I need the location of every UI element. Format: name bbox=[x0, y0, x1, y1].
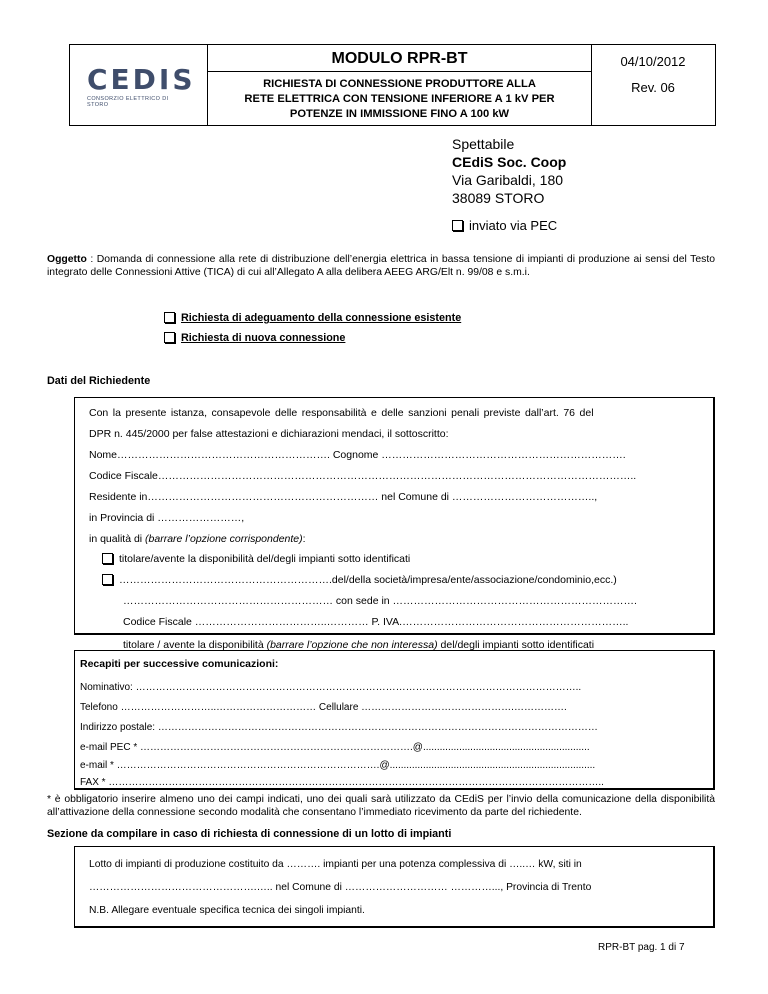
option-adeguamento[interactable] bbox=[164, 312, 461, 324]
company-checkbox[interactable] bbox=[102, 574, 113, 585]
nominativo-field[interactable]: Nominativo: …………………………………………………………………………………………………………………….. bbox=[80, 682, 582, 693]
company-label: …………………………………………………….del/della società/impresa/ente/associazione/condominio,ecc.) bbox=[119, 574, 617, 586]
subject-label: Oggetto bbox=[47, 254, 87, 265]
role-label bbox=[89, 533, 306, 545]
subject-text: : Domanda di connessione alla rete di distribuzione dell’energia elettrica in bassa tensione di impianti di produzione ai sensi del Testo integrato delle Connessioni Attive (TICA) di cui all’Allegato A alla delibera AEEG ARG/Elt n. 99/08 e s.m.i. bbox=[47, 254, 715, 278]
phone-field[interactable]: Telefono ………………………..………………………… Cellulare ……………………………………….……………. bbox=[80, 702, 567, 713]
postal-address-field[interactable]: Indirizzo postale: …………………………………………………………………………………………………………………… bbox=[80, 722, 598, 733]
subtitle-line: RICHIESTA DI CONNESSIONE PRODUTTORE ALLA bbox=[263, 78, 536, 90]
nuova-label: Richiesta di nuova connessione bbox=[181, 332, 346, 344]
holder-suffix: del/degli impianti sotto identificati bbox=[437, 639, 595, 651]
nuova-checkbox[interactable] bbox=[164, 332, 175, 343]
declaration-line: Con la presente istanza, consapevole delle responsabilità e delle sanzioni penali previste dall’art. 76 del bbox=[89, 407, 594, 419]
section-title-lotto: Sezione da compilare in caso di richiesta di connessione di un lotto di impianti bbox=[47, 828, 452, 840]
mandatory-note: * è obbligatorio inserire almeno uno dei campi indicati, uno dei quali sarà utilizzato da CEdiS per l’invio della comunicazione della disponibilità all’attivazione della connessione secondo modalità che consentano l’immediato ricevimento da parte del richiedente. bbox=[47, 794, 715, 818]
salutation: Spettabile bbox=[452, 136, 515, 152]
owner-label: titolare/avente la disponibilità del/degli impianti sotto identificati bbox=[119, 553, 411, 565]
declaration-line: DPR n. 445/2000 per false attestazioni e dichiarazioni mendaci, il sottoscritto: bbox=[89, 428, 449, 440]
role-prefix: in qualità di bbox=[89, 533, 146, 545]
page-footer: RPR-BT pag. 1 di 7 bbox=[598, 942, 685, 953]
form-title: MODULO RPR-BT bbox=[331, 50, 468, 67]
province-field[interactable]: in Provincia di ……………………, bbox=[89, 512, 245, 524]
lotto-line[interactable]: Lotto di impianti di produzione costituito da ………. impianti per una potenza complessiva di …..… kW, siti in bbox=[89, 859, 582, 870]
lotto-note: N.B. Allegare eventuale specifica tecnica dei singoli impianti. bbox=[89, 905, 365, 916]
holder-hint: (barrare l’opzione che non interessa) bbox=[266, 639, 438, 651]
adeguamento-checkbox[interactable] bbox=[164, 312, 175, 323]
role-suffix: : bbox=[302, 533, 306, 545]
pec-label: inviato via PEC bbox=[469, 218, 558, 233]
form-subtitle bbox=[208, 77, 591, 122]
recipient-name: CEdiS Soc. Coop bbox=[452, 154, 567, 170]
pec-option[interactable] bbox=[452, 218, 557, 233]
subtitle-line: POTENZE IN IMMISSIONE FINO A 100 kW bbox=[289, 108, 510, 120]
form-revision: Rev. 06 bbox=[631, 80, 675, 95]
recipient-street: Via Garibaldi, 180 bbox=[452, 172, 564, 188]
recapiti-title: Recapiti per successive comunicazioni: bbox=[80, 658, 279, 670]
company-seat-field[interactable]: …………………………………………………… con sede in ……………………………………………………………. bbox=[123, 595, 637, 607]
option-nuova[interactable] bbox=[164, 332, 345, 344]
name-field[interactable]: Nome……………………………………………………. Cognome ……………………………………………………………. bbox=[89, 449, 626, 461]
logo-subtitle: CONSORZIO ELETTRICO DI STORO bbox=[87, 96, 169, 108]
header-divider bbox=[207, 71, 592, 72]
section-title-richiedente: Dati del Richiedente bbox=[47, 375, 151, 387]
role-option-company[interactable] bbox=[102, 574, 617, 586]
role-hint: (barrare l’opzione corrispondente) bbox=[145, 533, 303, 545]
pec-email-field[interactable]: e-mail PEC * ……………………………………………………………………….@............................................................ bbox=[80, 742, 590, 753]
adeguamento-label: Richiesta di adeguamento della connessione esistente bbox=[181, 312, 462, 324]
fiscal-code-field[interactable]: Codice Fiscale……………………………………………………………………………………………………………………….. bbox=[89, 470, 637, 482]
company-tax-field[interactable]: Codice Fiscale ………………………………..………… P. IVA.……………………………………………………….. bbox=[123, 616, 629, 628]
fax-field[interactable]: FAX * ………………………………………………………………………………………………………………………………….. bbox=[80, 777, 604, 788]
email-field[interactable]: e-mail * …………………………………………………………………….@.......................................................................... bbox=[80, 760, 596, 771]
subtitle-line: RETE ELETTRICA CON TENSIONE INFERIORE A 1 kV PER bbox=[244, 93, 555, 105]
cedis-logo bbox=[87, 63, 196, 108]
logo-text: CEDIS bbox=[87, 63, 196, 96]
pec-checkbox[interactable] bbox=[452, 220, 463, 231]
role-option-owner[interactable] bbox=[102, 553, 410, 565]
subject-paragraph bbox=[47, 254, 715, 279]
holder-prefix: titolare / avente la disponibilità bbox=[123, 639, 267, 651]
residence-field[interactable]: Residente in………………………………………………………… nel Comune di ………………………………….., bbox=[89, 491, 598, 503]
recipient-address bbox=[452, 135, 566, 207]
recipient-city: 38089 STORO bbox=[452, 190, 545, 206]
holder-note bbox=[123, 639, 594, 651]
owner-checkbox[interactable] bbox=[102, 553, 113, 564]
form-date: 04/10/2012 bbox=[620, 54, 686, 69]
lotto-location-line[interactable]: ………………………………………….….. nel Comune di ………………………… …………..., Provincia di Trento bbox=[89, 882, 592, 893]
